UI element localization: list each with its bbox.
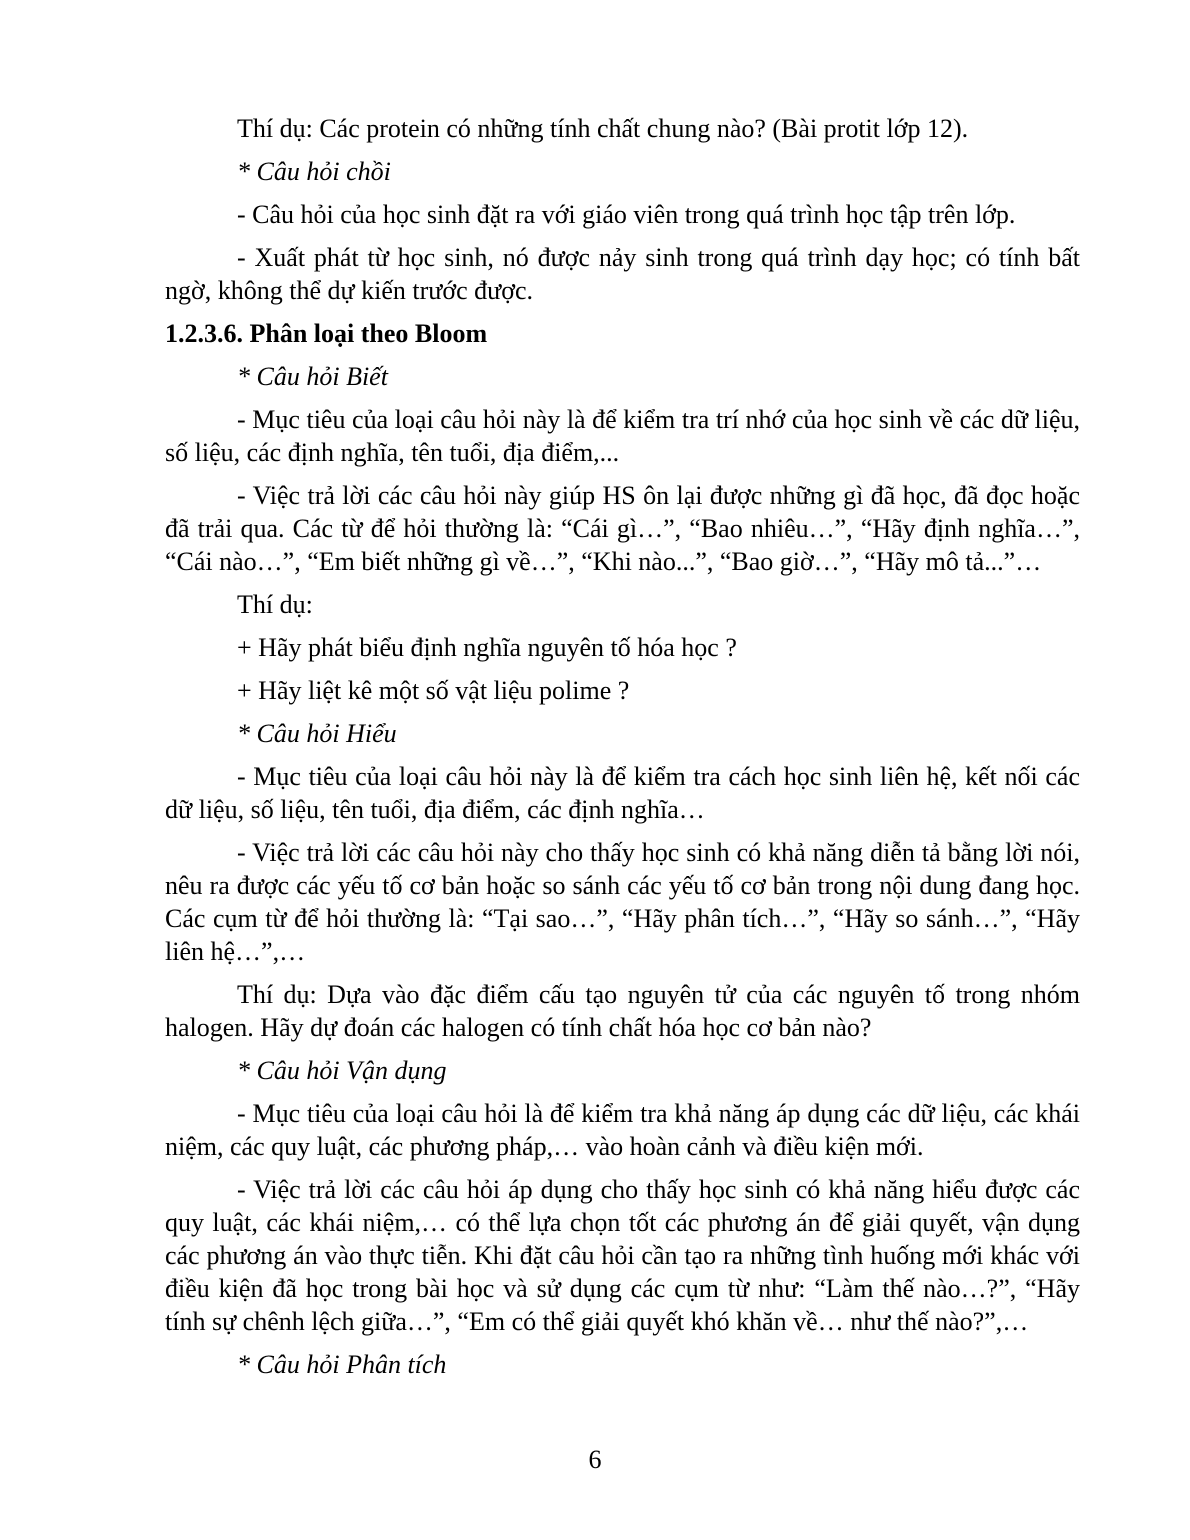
subheading-cau-hoi-van-dung: * Câu hỏi Vận dụng	[237, 1056, 447, 1085]
paragraph: - Mục tiêu của loại câu hỏi này là để kiểm tra trí nhớ của học sinh về các dữ liệu, số liệu, các định nghĩa, tên tuổi, địa điểm,...	[165, 405, 1080, 467]
page-number: 6	[588, 1445, 602, 1474]
subheading-cau-hoi-hieu: * Câu hỏi Hiểu	[237, 719, 397, 748]
subheading-cau-hoi-phan-tich: * Câu hỏi Phân tích	[237, 1350, 447, 1379]
document-page	[165, 112, 1080, 1391]
example-paragraph: Thí dụ: Các protein có những tính chất chung nào? (Bài protit lớp 12).	[237, 114, 969, 143]
paragraph: - Việc trả lời các câu hỏi này cho thấy học sinh có khả năng diễn tả bằng lời nói, nêu ra được các yếu tố cơ bản hoặc so sánh các yếu tố cơ bản trong nội dung đang học. Các cụm từ để hỏi thường là: “Tại sao…”, “Hãy phân tích…”, “Hãy so sánh…”, “Hãy liên hệ…”,…	[165, 838, 1080, 966]
paragraph: - Việc trả lời các câu hỏi áp dụng cho thấy học sinh có khả năng hiểu được các quy luật, các khái niệm,… có thể lựa chọn tốt các phương án để giải quyết, vận dụng các phương án vào thực tiễn. Khi đặt câu hỏi cần tạo ra những tình huống mới khác với điều kiện đã học trong bài học và sử dụng các cụm từ như: “Làm thế nào…?”, “Hãy tính sự chênh lệch giữa…”, “Em có thể giải quyết khó khăn về… như thế nào?”,…	[165, 1175, 1080, 1336]
paragraph: - Mục tiêu của loại câu hỏi là để kiểm tra khả năng áp dụng các dữ liệu, các khái niệm, các quy luật, các phương pháp,… vào hoàn cảnh và điều kiện mới.	[165, 1099, 1080, 1161]
section-heading: 1.2.3.6. Phân loại theo Bloom	[165, 319, 488, 348]
subheading-cau-hoi-biet: * Câu hỏi Biết	[237, 362, 388, 391]
list-item: + Hãy phát biểu định nghĩa nguyên tố hóa học ?	[237, 633, 737, 662]
example-paragraph: Thí dụ: Dựa vào đặc điểm cấu tạo nguyên tử của các nguyên tố trong nhóm halogen. Hãy dự đoán các halogen có tính chất hóa học cơ bản nào?	[165, 980, 1080, 1042]
example-label: Thí dụ:	[237, 590, 313, 619]
subheading-cau-hoi-choi: * Câu hỏi chồi	[237, 157, 391, 186]
paragraph: - Việc trả lời các câu hỏi này giúp HS ôn lại được những gì đã học, đã đọc hoặc đã trải qua. Các từ để hỏi thường là: “Cái gì…”, “Bao nhiêu…”, “Hãy định nghĩa…”, “Cái nào…”, “Em biết những gì về…”, “Khi nào...”, “Bao giờ…”, “Hãy mô tả...”…	[165, 481, 1080, 576]
list-item: + Hãy liệt kê một số vật liệu polime ?	[237, 676, 630, 705]
paragraph: - Câu hỏi của học sinh đặt ra với giáo viên trong quá trình học tập trên lớp.	[237, 200, 1016, 229]
paragraph: - Xuất phát từ học sinh, nó được nảy sinh trong quá trình dạy học; có tính bất ngờ, không thể dự kiến trước được.	[165, 243, 1080, 305]
paragraph: - Mục tiêu của loại câu hỏi này là để kiểm tra cách học sinh liên hệ, kết nối các dữ liệu, số liệu, tên tuổi, địa điểm, các định nghĩa…	[165, 762, 1080, 824]
